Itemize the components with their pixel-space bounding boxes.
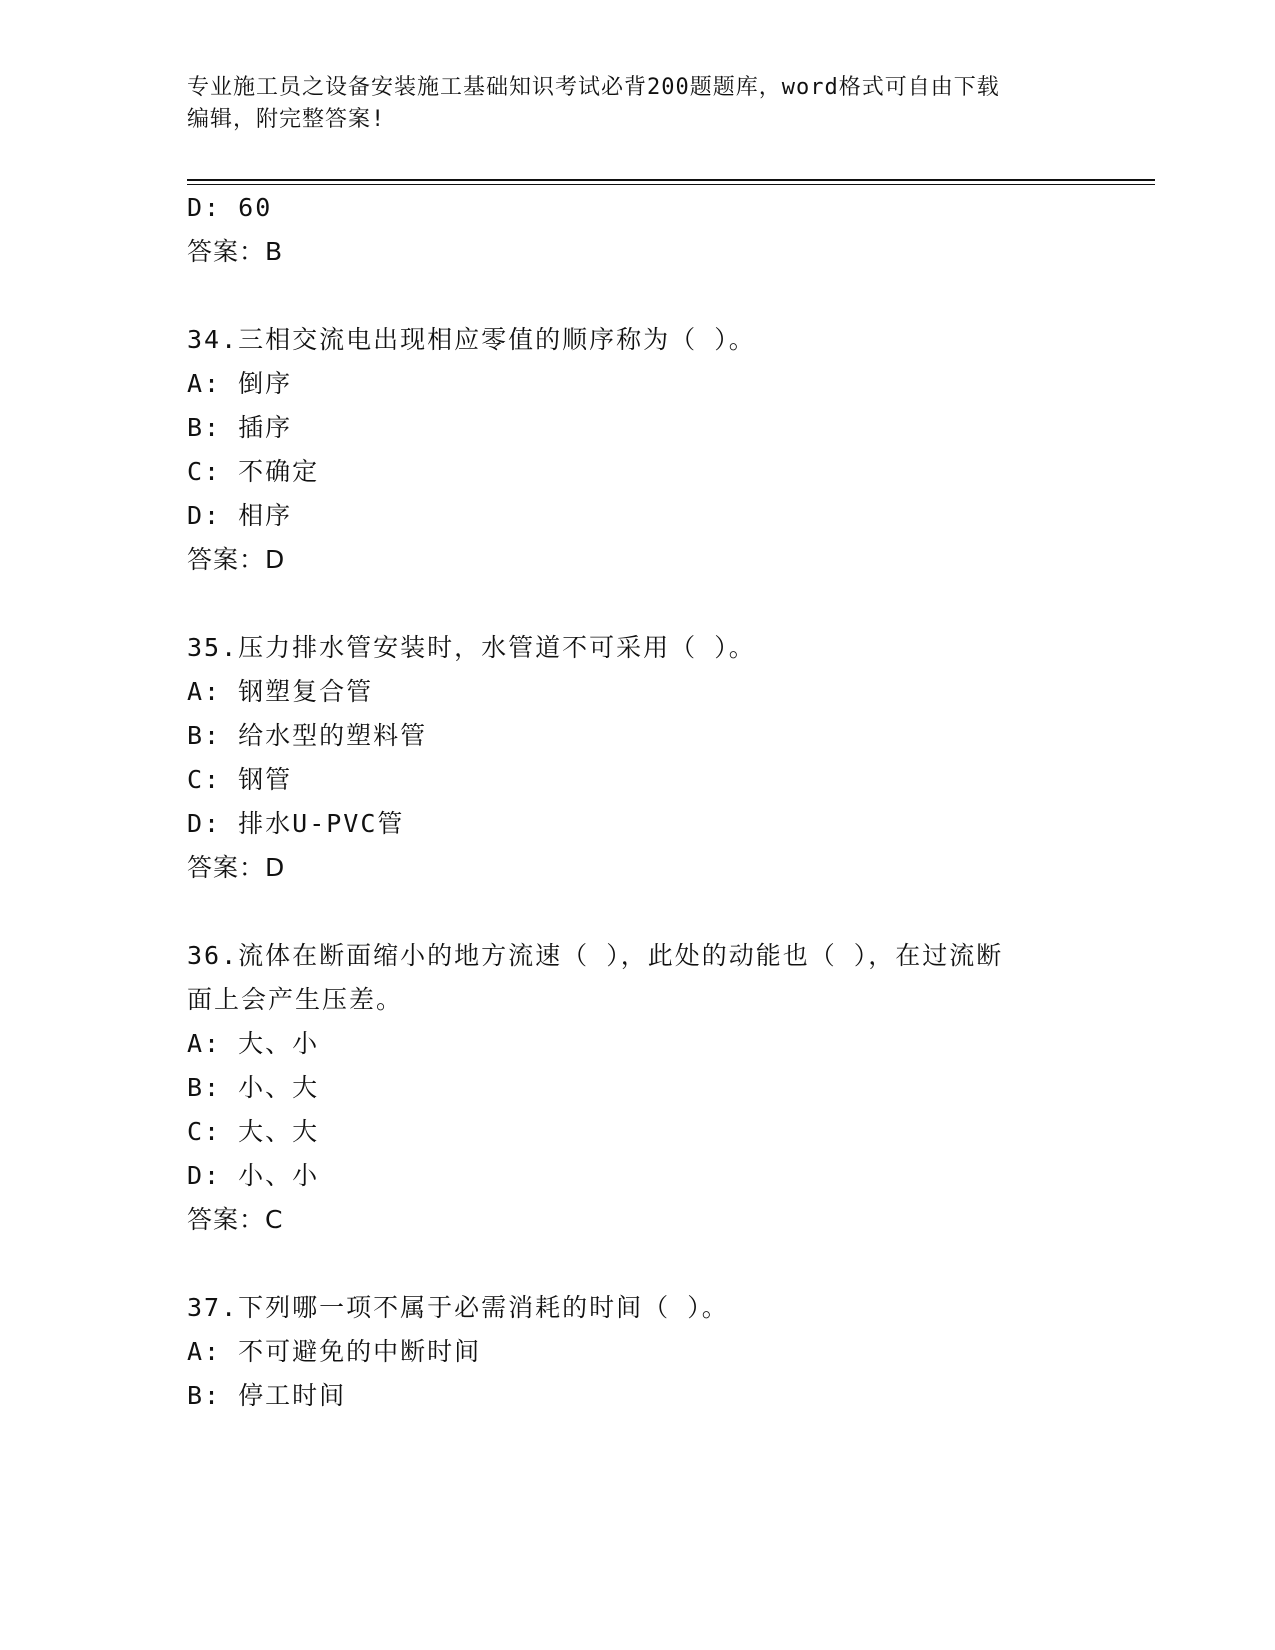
header-divider-thin — [187, 184, 1155, 185]
q36-option-b: B: 小、大 — [187, 1073, 320, 1102]
q33-answer: 答案：B — [187, 237, 284, 266]
q37-option-b: B: 停工时间 — [187, 1381, 347, 1410]
q36-stem-line2: 面上会产生压差。 — [187, 985, 404, 1014]
q36-option-c: C: 大、大 — [187, 1117, 320, 1146]
q35-option-a: A: 钢塑复合管 — [187, 677, 374, 706]
q36-answer: 答案：C — [187, 1205, 284, 1234]
q34-option-b: B: 插序 — [187, 413, 293, 442]
q35-option-d: D: 排水U-PVC管 — [187, 809, 405, 838]
q34-answer: 答案：D — [187, 545, 286, 574]
q34-option-a: A: 倒序 — [187, 369, 293, 398]
header-title-line1: 专业施工员之设备安装施工基础知识考试必背200题题库，word格式可自由下载 — [187, 75, 1000, 100]
q34-option-d: D: 相序 — [187, 501, 293, 530]
header-divider-thick — [187, 179, 1155, 181]
q34-stem: 34.三相交流电出现相应零值的顺序称为（ ）。 — [187, 325, 756, 354]
document-header — [187, 72, 1087, 136]
q36-option-a: A: 大、小 — [187, 1029, 320, 1058]
header-title-line2: 编辑，附完整答案! — [187, 107, 386, 132]
q34-option-c: C: 不确定 — [187, 457, 320, 486]
q35-option-c: C: 钢管 — [187, 765, 293, 794]
q35-answer: 答案：D — [187, 853, 286, 882]
q36-option-d: D: 小、小 — [187, 1161, 320, 1190]
q35-stem: 35.压力排水管安装时，水管道不可采用（ ）。 — [187, 633, 756, 662]
q37-option-a: A: 不可避免的中断时间 — [187, 1337, 482, 1366]
q35-option-b: B: 给水型的塑料管 — [187, 721, 428, 750]
q33-option-d: D: 60 — [187, 193, 273, 222]
q37-stem: 37.下列哪一项不属于必需消耗的时间（ ）。 — [187, 1293, 729, 1322]
q36-stem-line1: 36.流体在断面缩小的地方流速（ ），此处的动能也（ ），在过流断 — [187, 941, 1004, 970]
